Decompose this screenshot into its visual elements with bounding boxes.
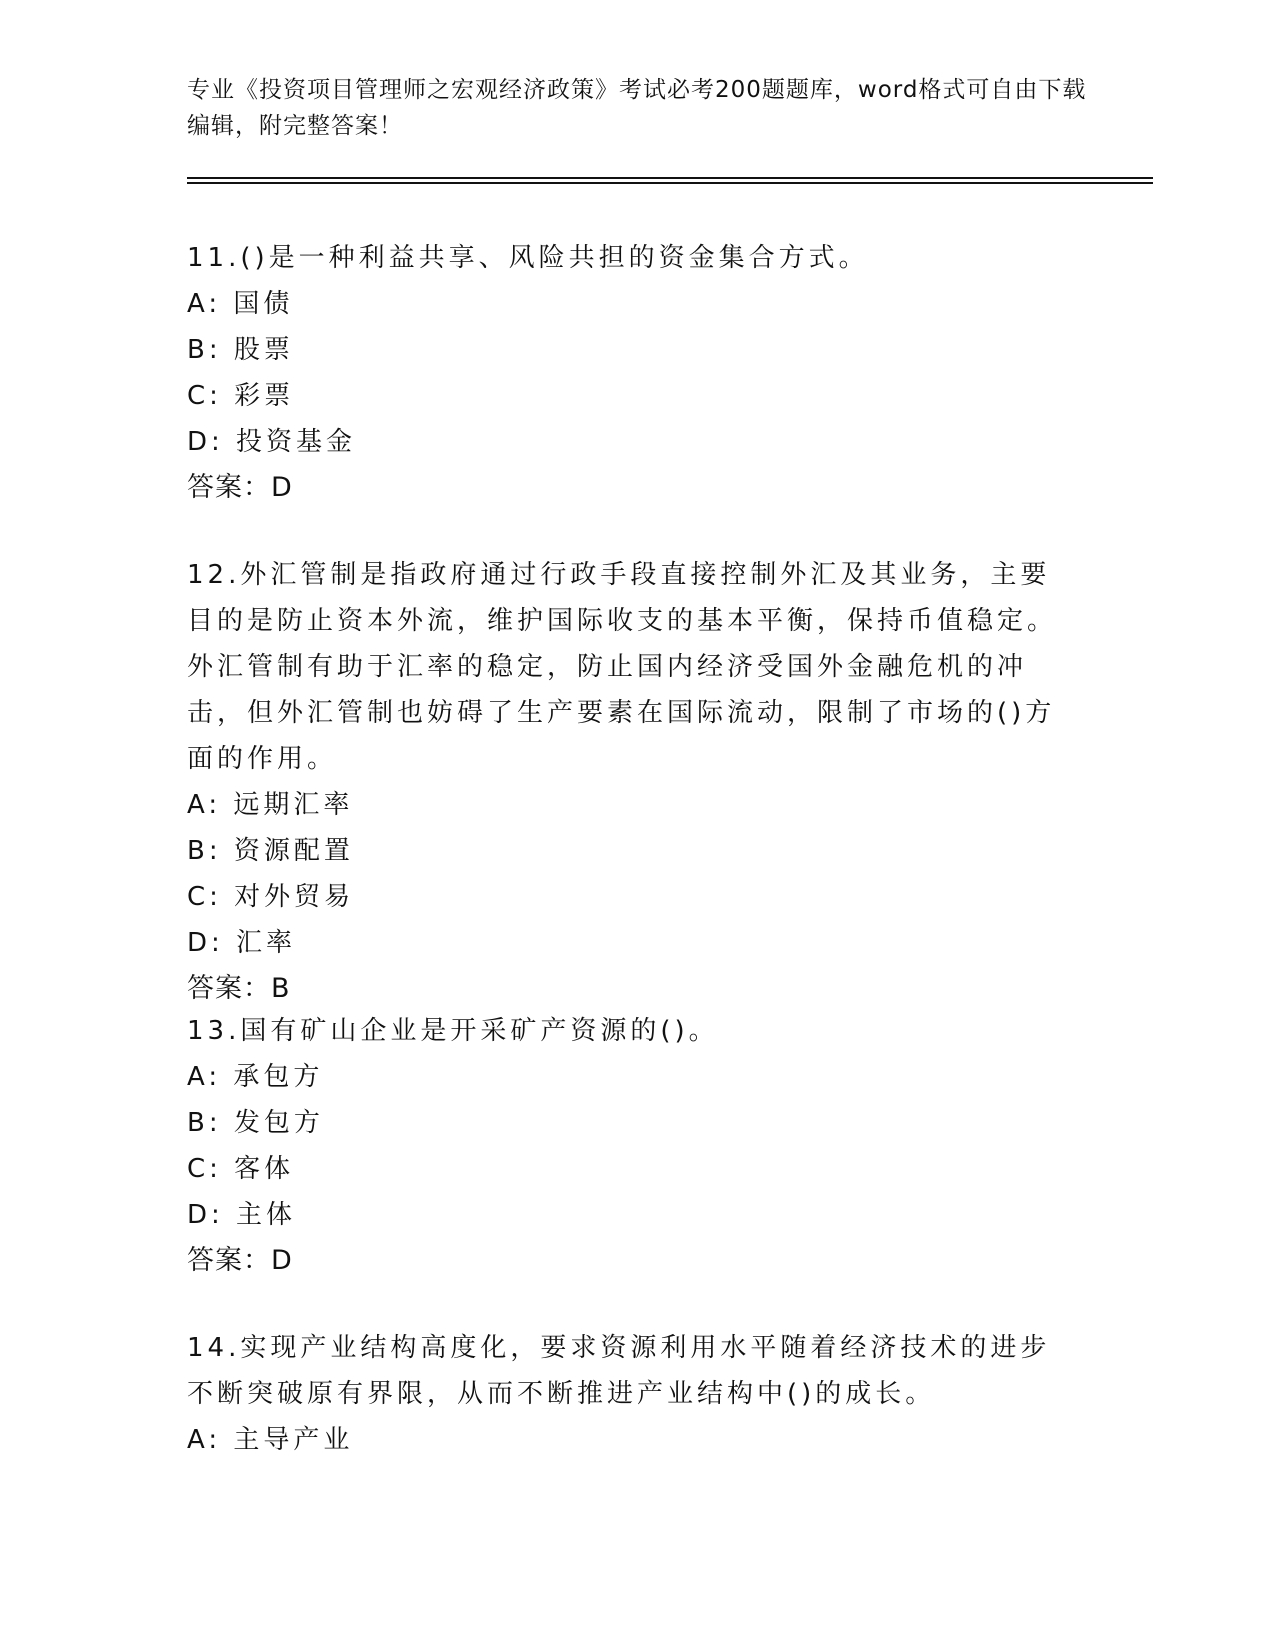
option-a: A: 国债 xyxy=(187,289,294,319)
question-13 xyxy=(187,1008,1077,1284)
question-stem: 12.外汇管制是指政府通过行政手段直接控制外汇及其业务，主要目的是防止资本外流，维护国际收支的基本平衡，保持币值稳定。外汇管制有助于汇率的稳定，防止国内经济受国外金融危机的冲击，但外汇管制也妨碍了生产要素在国际流动，限制了市场的()方面的作用。 xyxy=(187,560,1058,774)
answer: 答案：D xyxy=(187,1245,293,1276)
option-a: A: 承包方 xyxy=(187,1062,324,1092)
option-c: C: 对外贸易 xyxy=(187,882,355,912)
question-stem: 13.国有矿山企业是开采矿产资源的()。 xyxy=(187,1016,719,1046)
header-divider-bottom xyxy=(187,182,1153,184)
question-12 xyxy=(187,552,1077,1012)
option-d: D: 投资基金 xyxy=(187,427,357,457)
question-11 xyxy=(187,235,1077,511)
answer: 答案：B xyxy=(187,973,291,1004)
option-c: C: 客体 xyxy=(187,1154,295,1184)
option-d: D: 汇率 xyxy=(187,928,297,958)
option-d: D: 主体 xyxy=(187,1200,297,1230)
answer: 答案：D xyxy=(187,472,293,503)
option-c: C: 彩票 xyxy=(187,381,295,411)
question-14 xyxy=(187,1325,1077,1463)
option-a: A: 远期汇率 xyxy=(187,790,354,820)
option-b: B: 资源配置 xyxy=(187,836,354,866)
question-stem: 11.()是一种利益共享、风险共担的资金集合方式。 xyxy=(187,243,869,273)
question-stem: 14.实现产业结构高度化，要求资源利用水平随着经济技术的进步不断突破原有界限，从而不断推进产业结构中()的成长。 xyxy=(187,1333,1051,1409)
option-a: A: 主导产业 xyxy=(187,1425,354,1455)
option-b: B: 股票 xyxy=(187,335,294,365)
option-b: B: 发包方 xyxy=(187,1108,324,1138)
document-header: 专业《投资项目管理师之宏观经济政策》考试必考200题题库，word格式可自由下载编辑，附完整答案！ xyxy=(187,77,1087,139)
header-divider-top xyxy=(187,177,1153,179)
